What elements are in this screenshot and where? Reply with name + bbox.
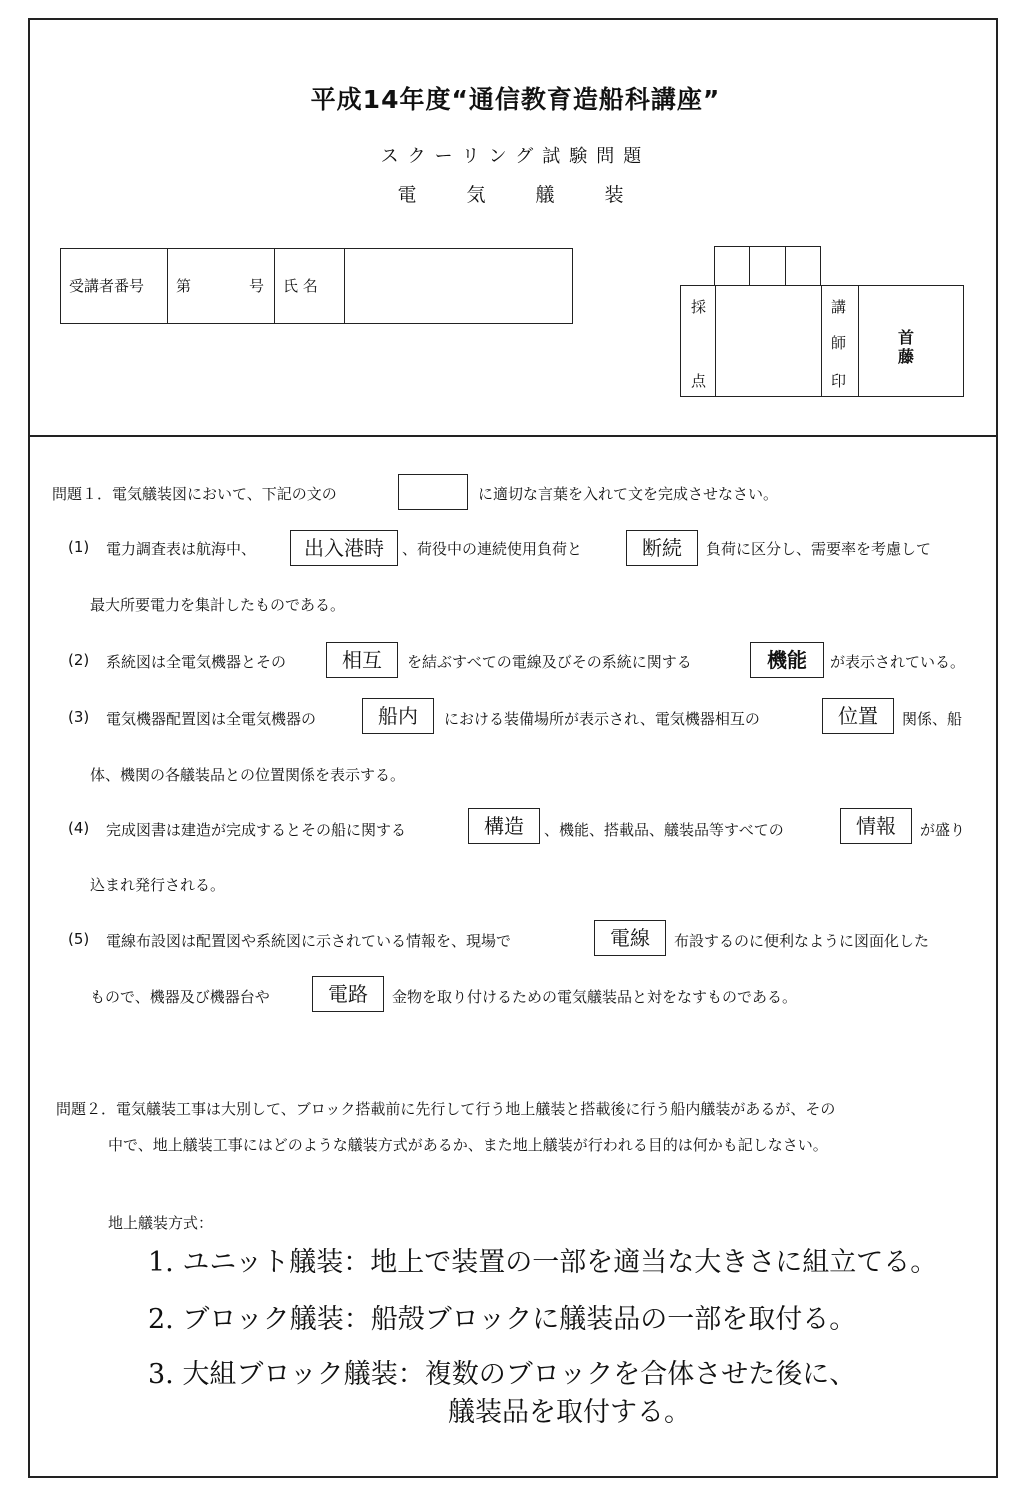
q1-item4-text: 込まれ発行される。: [90, 876, 226, 894]
id-number-prefix: 第: [176, 277, 192, 295]
score-label-bottom: 点: [691, 372, 707, 390]
q1-item5-answer1[interactable]: 電線: [594, 920, 666, 956]
q1-item5-text: 布設するのに便利なように図面化した: [674, 932, 930, 950]
name-label: 氏 名: [275, 249, 345, 323]
q1-item2-text: 系統図は全電気機器とその: [106, 653, 287, 671]
q2-handwritten-answer: 2. ブロック艤装：船殻ブロックに艤装品の一部を取付る。: [148, 1304, 857, 1335]
name-field[interactable]: [345, 249, 572, 323]
id-number-field[interactable]: [168, 249, 275, 323]
q1-item-number: (5): [68, 930, 90, 948]
instructor-label-3: 印: [831, 372, 847, 390]
q2-text-line2: 中で、地上艤装工事にはどのような艤装方式があるか、また地上艤装が行われる目的は何かも記しなさい。: [108, 1136, 828, 1154]
id-number-suffix: 号: [248, 277, 264, 295]
q1-item1-text: 電力調査表は航海中、: [106, 540, 257, 558]
q2-handwritten-answer: 1. ユニット艤装：地上で装置の一部を適当な大きさに組立てる。: [148, 1247, 938, 1278]
exam-subject: 電気艤装: [397, 184, 674, 206]
q1-item1-answer1[interactable]: 出入港時: [290, 530, 398, 566]
q1-item1-text: 負荷に区分し、需要率を考慮して: [706, 540, 932, 558]
q2-handwritten-answer: 3. 大組ブロック艤装：複数のブロックを合体させた後に、: [148, 1359, 857, 1390]
exam-title: 平成14年度“通信教育造船科講座”: [310, 85, 721, 114]
q1-item1-text: 、荷役中の連続使用負荷と: [402, 540, 583, 558]
q1-blank-example: [398, 474, 468, 510]
q1-item5-text: 金物を取り付けるための電気艤装品と対をなすものである。: [392, 988, 798, 1006]
student-id-table: [60, 248, 573, 324]
instructor-label-2: 師: [831, 334, 847, 352]
exam-subtitle: スクーリング試験問題: [380, 146, 651, 167]
q1-item4-answer1[interactable]: 構造: [468, 808, 540, 844]
instructor-label-1: 講: [831, 298, 847, 316]
q2-text-line1: 問題２．電気艤装工事は大別して、ブロック搭載前に先行して行う地上艤装と搭載後に行う船内艤装があるが、その: [56, 1100, 836, 1118]
q1-item-number: (2): [68, 651, 90, 669]
grade-top-boxes: [714, 246, 821, 286]
q1-prompt-after: に適切な言葉を入れて文を完成させなさい。: [478, 485, 779, 503]
q2-answer-label: 地上艤装方式：: [108, 1214, 214, 1232]
q1-item3-answer2[interactable]: 位置: [822, 698, 894, 734]
q1-item4-text: 完成図書は建造が完成するとその船に関する: [106, 821, 407, 839]
q1-item4-answer2[interactable]: 情報: [840, 808, 912, 844]
grade-box: [786, 247, 820, 285]
q1-item-number: (3): [68, 708, 90, 726]
q1-item5-text: もので、機器及び機器台や: [90, 988, 270, 1006]
q1-item3-text: 電気機器配置図は全電気機器の: [106, 710, 317, 728]
q2-handwritten-answer: 艤装品を取付する。: [448, 1397, 691, 1428]
q1-item2-answer2[interactable]: 機能: [750, 642, 824, 678]
grading-table: [680, 285, 964, 397]
q1-item5-answer2[interactable]: 電路: [312, 976, 384, 1012]
q1-prompt-before: 問題１．電気艤装図において、下記の文の: [52, 485, 337, 503]
grid-line: [821, 286, 822, 396]
q1-item3-text: 体、機関の各艤装品との位置関係を表示する。: [90, 766, 406, 784]
q1-item-number: (1): [68, 538, 90, 556]
instructor-seal: 首藤: [897, 328, 914, 366]
id-label: 受講者番号: [61, 249, 168, 323]
grid-line: [715, 286, 716, 396]
grade-box: [750, 247, 785, 285]
q1-item3-text: 関係、船: [902, 710, 963, 728]
q1-item4-text: 、機能、搭載品、艤装品等すべての: [544, 821, 784, 839]
q1-item5-text: 電線布設図は配置図や系統図に示されている情報を、現場で: [106, 932, 512, 950]
q1-item2-text: が表示されている。: [830, 653, 966, 671]
grade-box: [715, 247, 750, 285]
q1-item1-answer2[interactable]: 断続: [626, 530, 698, 566]
q1-item-number: (4): [68, 819, 90, 837]
q1-item1-text: 最大所要電力を集計したものである。: [90, 596, 346, 614]
grid-line: [858, 286, 859, 396]
q1-item4-text: が盛り: [920, 821, 966, 839]
q1-item2-answer1[interactable]: 相互: [326, 642, 398, 678]
header-divider: [28, 435, 998, 437]
q1-item3-answer1[interactable]: 船内: [362, 698, 434, 734]
q1-item3-text: における装備場所が表示され、電気機器相互の: [444, 710, 760, 728]
q1-item2-text: を結ぶすべての電線及びその系統に関する: [407, 653, 692, 671]
score-label-top: 採: [691, 298, 707, 316]
